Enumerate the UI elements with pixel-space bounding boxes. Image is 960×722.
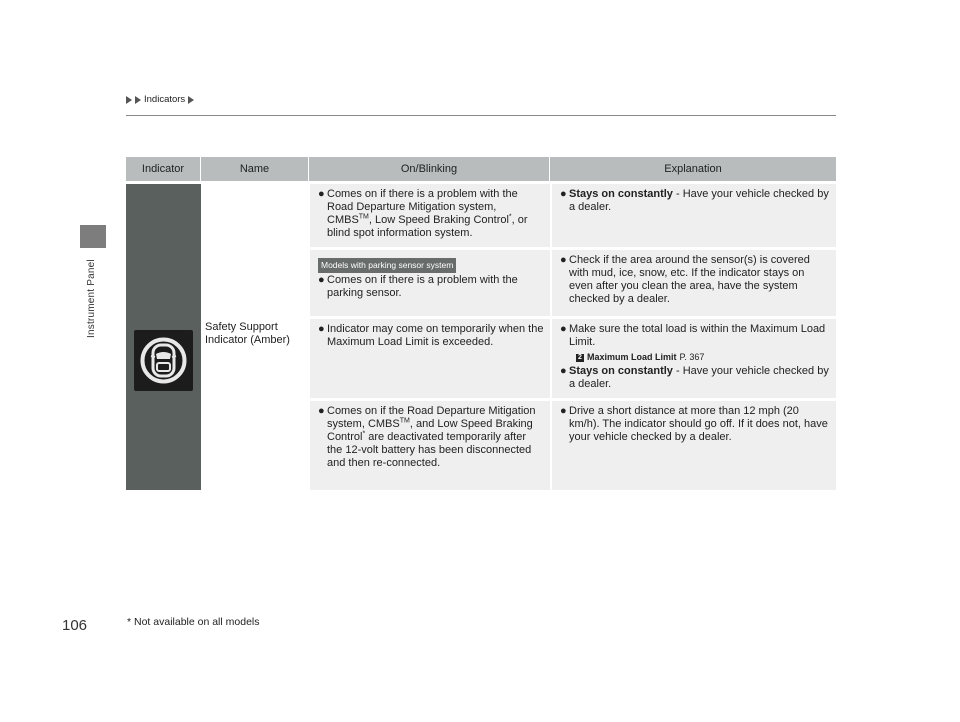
footnote-marker: * <box>362 430 366 438</box>
triangle-right-icon <box>188 96 194 104</box>
triangle-right-icon <box>135 96 141 104</box>
explanation-text: Make sure the total load is within the Maximum Load Limit. <box>569 323 826 348</box>
explanation-bold: Stays on constantly <box>569 188 673 200</box>
column-header: On/Blinking <box>309 157 550 181</box>
page-number: 106 <box>62 617 88 634</box>
on-text: Indicator may come on temporarily when the Maximum Load Limit is exceeded. <box>327 323 544 348</box>
footnote-marker: * <box>508 213 512 221</box>
table-header <box>126 157 836 181</box>
header-rule <box>126 115 836 116</box>
table-row <box>310 184 836 247</box>
name-cell <box>201 184 309 490</box>
column-header: Name <box>201 157 309 181</box>
on-text: , Low Speed Braking Control <box>368 214 509 226</box>
safety-support-indicator-icon <box>134 330 193 391</box>
reference-title: Maximum Load Limit <box>587 352 677 362</box>
breadcrumb <box>126 94 194 105</box>
column-header: Indicator <box>126 157 201 181</box>
footnote: * Not available on all models <box>127 616 260 628</box>
triangle-right-icon <box>126 96 132 104</box>
on-text: , and Low Speed Braking Control <box>327 418 533 443</box>
explanation-cell: ● Make sure the total load is within the Maximum Load Limit. 2 Maximum Load Limit P. 367 ● Stays on constantly - Have your vehicle checked by a dealer. <box>550 319 836 398</box>
indicator-cell <box>126 184 201 490</box>
on-text: are deactivated temporarily after the 12-volt battery has been disconnected and then re-connected. <box>327 431 532 469</box>
on-text: Comes on if there is a problem with the Road Departure Mitigation system, CMBS <box>327 188 518 226</box>
cross-reference-link[interactable] <box>576 351 830 364</box>
on-blinking-cell: ● Comes on if the Road Departure Mitigation system, CMBS™, and Low Speed Braking Control* are deactivated temporarily after the 12-volt battery has been disconnected and then re-connected. <box>318 405 536 469</box>
trademark: TM <box>358 213 369 221</box>
section-label: Instrument Panel <box>86 259 97 338</box>
on-blinking-cell: Models with parking sensor system ● Comes on if there is a problem with the parking sensor. <box>310 250 550 316</box>
explanation-cell: ● Stays on constantly - Have your vehicle checked by a dealer. <box>550 184 836 247</box>
explanation-bold: Stays on constantly <box>569 365 673 377</box>
explanation-cell: ● Check if the area around the sensor(s) is covered with mud, ice, snow, etc. If the indicator stays on even after you clean the area, have the system checked by a dealer. <box>550 250 836 316</box>
explanation-text: - Have your vehicle checked by a dealer. <box>569 365 829 390</box>
reference-page: P. 367 <box>679 352 705 362</box>
explanation-cell: ● Drive a short distance at more than 12 mph (20 km/h). The indicator should go off. If it does not, have your vehicle checked by a dealer. <box>550 401 836 490</box>
indicator-name: Safety Support Indicator (Amber) <box>205 321 290 346</box>
table-row <box>310 250 836 316</box>
on-text: Comes on if the Road Departure Mitigation system, CMBS <box>327 405 536 430</box>
column-header: Explanation <box>664 163 722 175</box>
table-body <box>126 184 836 490</box>
explanation-text: - Have your vehicle checked by a dealer. <box>569 188 829 213</box>
reference-arrow-icon: 2 <box>576 354 584 362</box>
on-blinking-cell: ● Comes on if there is a problem with the Road Departure Mitigation system, CMBS™, Low Speed Braking Control*, or blind spot information system. <box>318 188 528 239</box>
on-blinking-cell: ● Indicator may come on temporarily when the Maximum Load Limit is exceeded. <box>318 323 544 348</box>
model-badge: Models with parking sensor system <box>318 258 456 273</box>
table-row <box>310 401 836 490</box>
explanation-text: Drive a short distance at more than 12 mph (20 km/h). The indicator should go off. If it does not, have your vehicle checked by a dealer. <box>569 405 828 443</box>
table-row <box>310 319 836 398</box>
indicator-table <box>126 157 836 490</box>
explanation-text: Check if the area around the sensor(s) is covered with mud, ice, snow, etc. If the indicator stays on even after you clean the area, have the system checked by a dealer. <box>569 254 810 305</box>
breadcrumb-item[interactable]: Indicators <box>144 94 186 105</box>
section-tab-marker <box>80 225 106 248</box>
on-text: Comes on if there is a problem with the parking sensor. <box>327 274 518 299</box>
trademark: TM <box>399 417 410 425</box>
on-text: , or blind spot information system. <box>327 214 528 239</box>
